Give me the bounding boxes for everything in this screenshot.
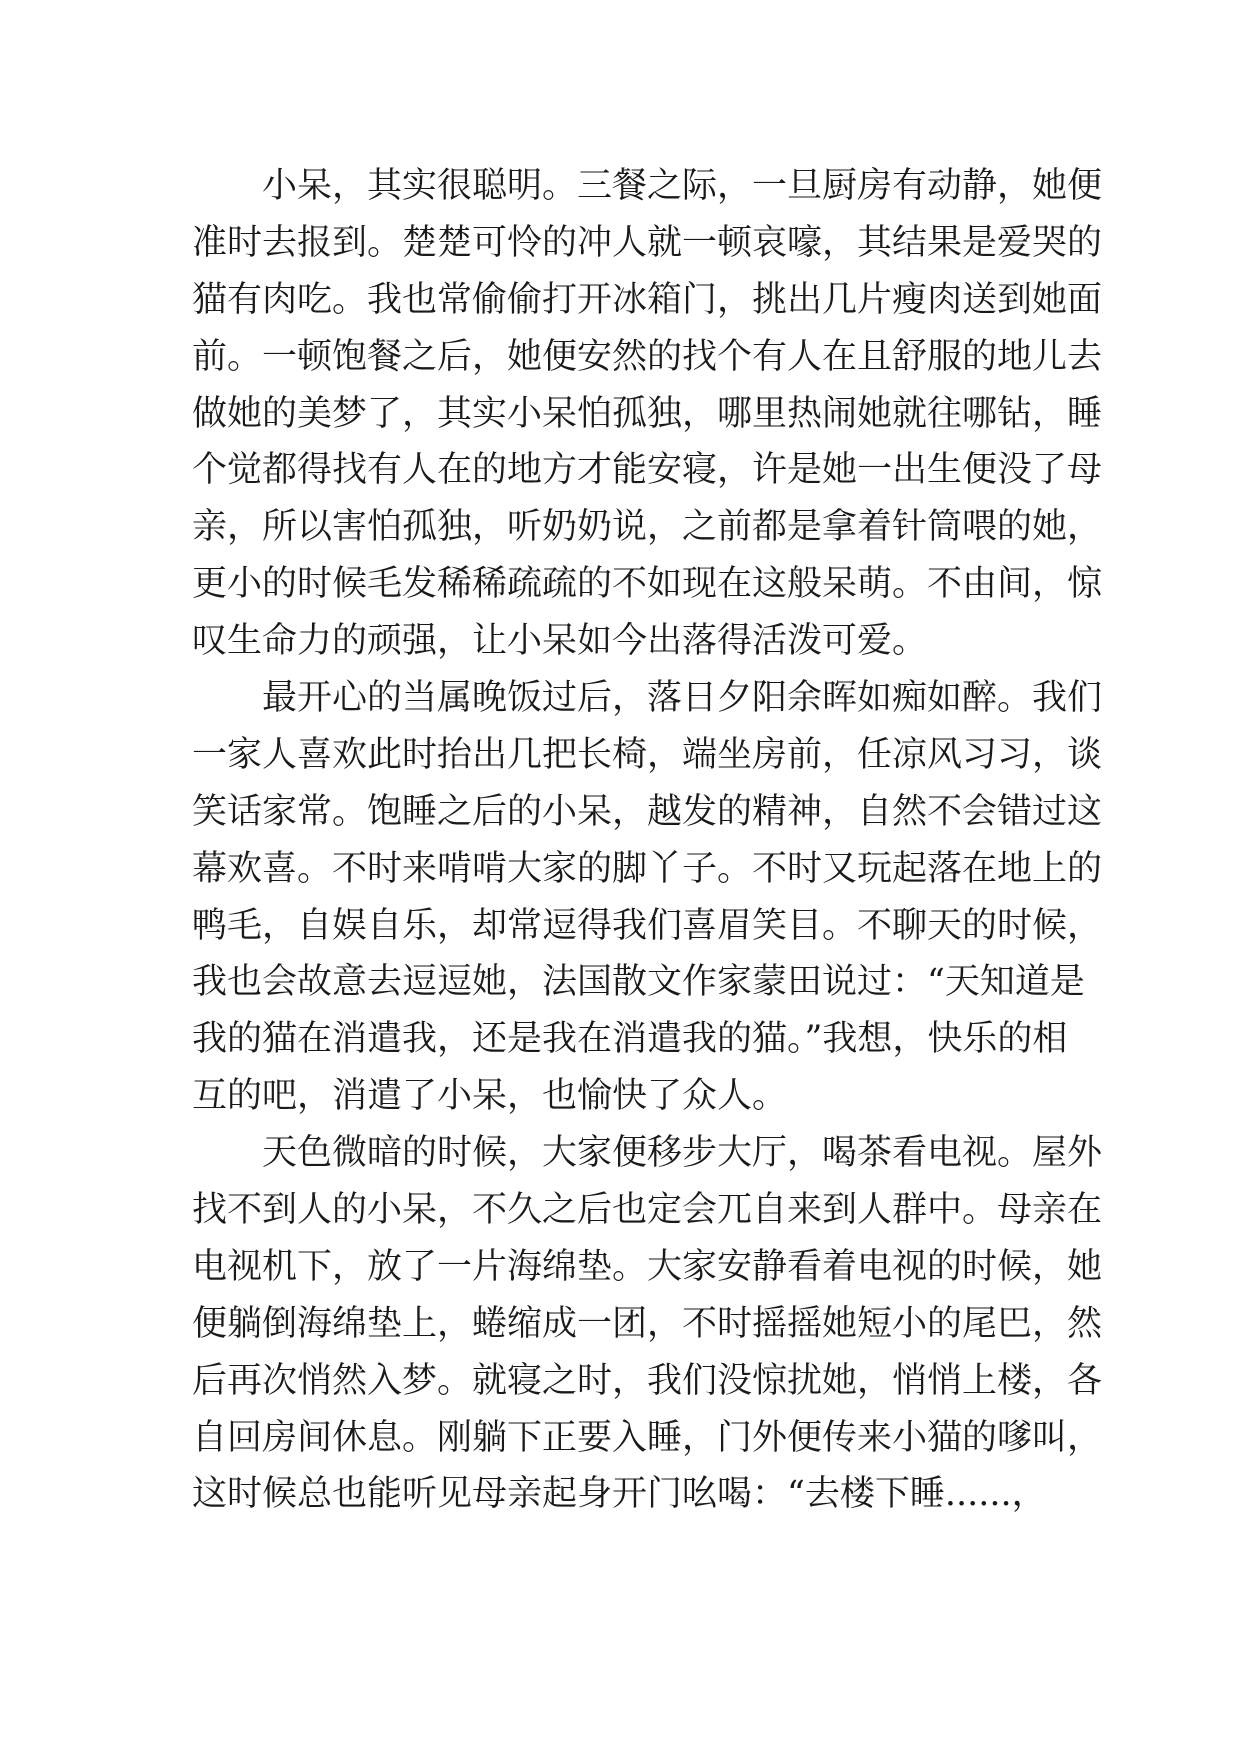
text-line: 这时候总也能听见母亲起身开门吆喝：“去楼下睡......，: [192, 1474, 1047, 1515]
text-line: 小呆，其实很聪明。三餐之际，一旦厨房有动静，她便: [192, 166, 1103, 206]
text-line: 最开心的当属晚饭过后，落日夕阳余晖如痴如醉。我们: [192, 678, 1103, 719]
text-line: 找不到人的小呆，不久之后也定会兀自来到人群中。母亲在: [192, 1190, 1103, 1231]
text-line: 做她的美梦了，其实小呆怕孤独，哪里热闹她就往哪钻，睡: [192, 393, 1103, 434]
text-line: 便躺倒海绵垫上，蜷缩成一团，不时摇摇她短小的尾巴，然: [192, 1303, 1103, 1344]
text-line: 我也会故意去逗逗她，法国散文作家蒙田说过：“天知道是: [192, 962, 1085, 1003]
text-line: 前。一顿饱餐之后，她便安然的找个有人在且舒服的地儿去: [192, 336, 1103, 377]
text-line: 一家人喜欢此时抬出几把长椅，端坐房前，任凉风习习，谈: [192, 734, 1103, 775]
text-line: 我的猫在消遣我，还是我在消遣我的猫。”我想，快乐的相: [192, 1019, 1068, 1060]
text-line: 叹生命力的顽强，让小呆如今出落得活泼可爱。: [192, 621, 928, 662]
text-line: 天色微暗的时候，大家便移步大厅，喝茶看电视。屋外: [192, 1133, 1103, 1174]
text-line: 互的吧，消遣了小呆，也愉快了众人。: [192, 1076, 788, 1117]
text-line: 自回房间休息。刚躺下正要入睡，门外便传来小猫的嗲叫，: [192, 1417, 1103, 1458]
text-line: 个觉都得找有人在的地方才能安寝，许是她一出生便没了母: [192, 450, 1103, 491]
essay-body: [192, 158, 1103, 1523]
text-line: 鸭毛，自娱自乐，却常逗得我们喜眉笑目。不聊天的时候，: [192, 905, 1103, 946]
text-line: 更小的时候毛发稀稀疏疏的不如现在这般呆萌。不由间，惊: [192, 564, 1103, 605]
text-line: 笑话家常。饱睡之后的小呆，越发的精神，自然不会错过这: [192, 791, 1103, 832]
text-line: 亲，所以害怕孤独，听奶奶说，之前都是拿着针筒喂的她，: [192, 507, 1103, 548]
text-line: 猫有肉吃。我也常偷偷打开冰箱门，挑出几片瘦肉送到她面: [192, 279, 1103, 320]
text-line: 准时去报到。楚楚可怜的冲人就一顿哀嚎，其结果是爱哭的: [192, 222, 1103, 263]
text-line: 后再次悄然入梦。就寝之时，我们没惊扰她，悄悄上楼，各: [192, 1360, 1103, 1401]
text-line: 幕欢喜。不时来啃啃大家的脚丫子。不时又玩起落在地上的: [192, 848, 1103, 889]
text-line: 电视机下，放了一片海绵垫。大家安静看着电视的时候，她: [192, 1246, 1103, 1287]
